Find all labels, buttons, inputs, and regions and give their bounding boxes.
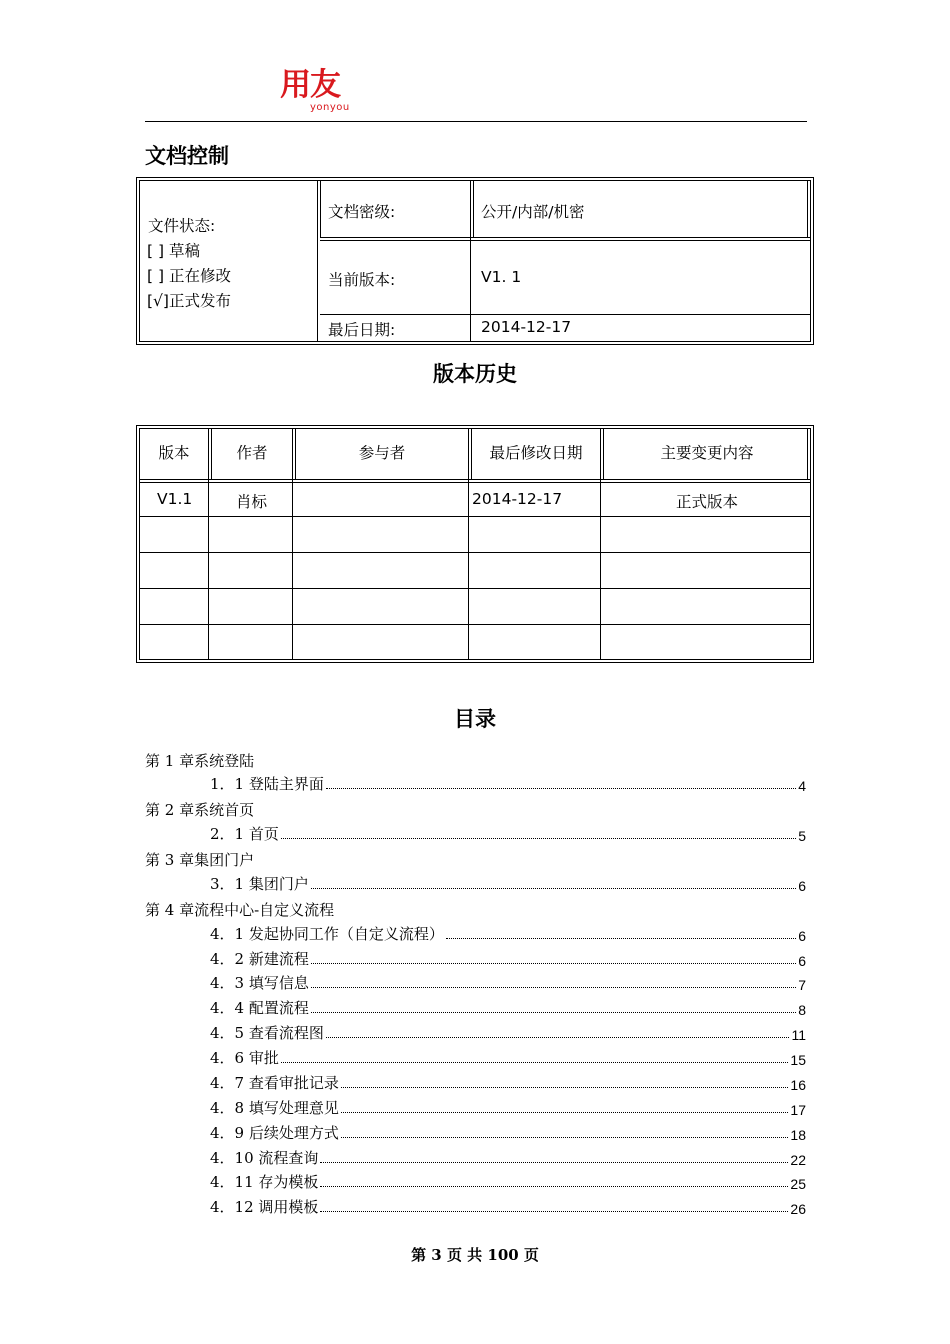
toc-entry[interactable] (210, 1073, 806, 1093)
toc-entry-label: 4．7 查看审批记录 (210, 1074, 339, 1092)
toc-entry[interactable] (210, 1197, 806, 1217)
row1-last-modified: 2014-12-17 (472, 490, 563, 508)
toc-entry-page: 18 (790, 1127, 806, 1143)
header-participants: 参与者 (358, 444, 406, 462)
toc-entry-label: 4．9 后续处理方式 (210, 1124, 339, 1142)
status-option-editing: [ ] 正在修改 (147, 267, 231, 285)
toc-entry[interactable] (210, 1172, 806, 1192)
status-option-draft: [ ] 草稿 (147, 242, 200, 260)
toc-title: 目录 (454, 707, 496, 731)
security-level-label: 文档密级: (328, 203, 396, 221)
toc-entry-page: 25 (790, 1176, 806, 1192)
toc-entry-label: 4．1 发起协同工作（自定义流程） (210, 925, 444, 943)
toc-entry-page: 5 (798, 828, 806, 844)
current-version-label: 当前版本: (328, 271, 396, 289)
toc-entry-label: 4．4 配置流程 (210, 999, 309, 1017)
header-last-modified: 最后修改日期 (489, 444, 583, 462)
ctrl-col-divider (473, 180, 474, 238)
ver-row-divider (139, 552, 811, 553)
toc-leader-dots (311, 1012, 796, 1013)
logo-wordmark: 用友 (280, 67, 340, 103)
toc-entry-page: 22 (790, 1152, 806, 1168)
toc-entry[interactable] (210, 1148, 806, 1168)
toc-entry-page: 8 (798, 1002, 806, 1018)
toc-entry-label: 1．1 登陆主界面 (210, 775, 324, 793)
toc-entry[interactable] (210, 924, 806, 944)
ver-row-divider (139, 479, 811, 480)
status-label: 文件状态: (148, 217, 216, 235)
toc-entry-label: 4．2 新建流程 (210, 950, 309, 968)
header-rule (145, 121, 807, 122)
page-footer: 第 3 页 共 100 页 (411, 1246, 539, 1264)
toc-entry[interactable] (210, 973, 806, 993)
ctrl-col-divider (470, 180, 471, 342)
ctrl-row-divider (320, 314, 811, 315)
toc-entry-page: 6 (798, 953, 806, 969)
toc-leader-dots (341, 1137, 789, 1138)
toc-leader-dots (311, 963, 796, 964)
ctrl-col-divider (317, 180, 318, 342)
toc-entry[interactable] (210, 1123, 806, 1143)
ver-row-divider (139, 588, 811, 589)
toc-entry[interactable] (210, 949, 806, 969)
last-date-value: 2014-12-17 (481, 318, 572, 336)
logo-subtext: yonyou (310, 102, 350, 113)
last-date-label: 最后日期: (328, 321, 396, 339)
ctrl-col-divider (807, 180, 808, 238)
toc-entry[interactable] (210, 1098, 806, 1118)
toc-leader-dots (320, 1211, 788, 1212)
toc-entry-page: 26 (790, 1201, 806, 1217)
toc-chapter[interactable]: 第 3 章集团门户 (145, 851, 255, 869)
ctrl-row-divider (320, 240, 811, 241)
toc-entry-label: 4．8 填写处理意见 (210, 1099, 339, 1117)
toc-leader-dots (341, 1087, 789, 1088)
toc-chapter[interactable]: 第 2 章系统首页 (145, 801, 255, 819)
security-level-value: 公开/内部/机密 (481, 203, 585, 221)
ctrl-row-divider (320, 237, 811, 238)
toc-leader-dots (446, 938, 796, 939)
toc-leader-dots (326, 1037, 790, 1038)
toc-entry[interactable] (210, 998, 806, 1018)
version-history-title: 版本历史 (433, 362, 517, 386)
toc-entry[interactable] (210, 824, 806, 844)
yonyou-logo (280, 68, 370, 120)
toc-entry-page: 11 (791, 1027, 806, 1043)
toc-leader-dots (341, 1112, 789, 1113)
header-author: 作者 (236, 444, 268, 462)
ver-row-divider (139, 516, 811, 517)
toc-entry-page: 6 (798, 878, 806, 894)
toc-entry[interactable] (210, 1048, 806, 1068)
toc-entry-label: 4．5 查看流程图 (210, 1024, 324, 1042)
ctrl-col-divider (320, 180, 321, 238)
toc-entry-label: 4．12 调用模板 (210, 1198, 319, 1216)
toc-entry-page: 6 (798, 928, 806, 944)
ver-row-divider (139, 624, 811, 625)
header-version: 版本 (158, 444, 190, 462)
status-option-published: [√]正式发布 (147, 292, 231, 310)
header-main-changes: 主要变更内容 (660, 444, 754, 462)
ver-row-divider (139, 482, 811, 483)
toc-entry-page: 17 (790, 1102, 806, 1118)
toc-entry-page: 4 (798, 778, 806, 794)
toc-entry[interactable] (210, 774, 806, 794)
row1-author: 肖标 (236, 493, 268, 511)
current-version-value: V1. 1 (481, 268, 522, 286)
toc-chapter[interactable]: 第 1 章系统登陆 (145, 752, 255, 770)
toc-chapter[interactable]: 第 4 章流程中心-自定义流程 (145, 901, 335, 919)
toc-leader-dots (326, 788, 796, 789)
toc-leader-dots (320, 1162, 788, 1163)
toc-leader-dots (281, 838, 796, 839)
row1-main-changes: 正式版本 (675, 493, 738, 511)
toc-entry-label: 4．6 审批 (210, 1049, 279, 1067)
doc-control-table-inner (139, 180, 811, 342)
toc-entry-page: 16 (790, 1077, 806, 1093)
toc-leader-dots (281, 1062, 789, 1063)
toc-leader-dots (311, 888, 796, 889)
toc-leader-dots (311, 987, 796, 988)
toc-entry-label: 4．11 存为模板 (210, 1173, 319, 1191)
toc-entry-label: 4．10 流程查询 (210, 1149, 319, 1167)
toc-leader-dots (320, 1186, 788, 1187)
toc-entry[interactable] (210, 1023, 806, 1043)
toc-entry[interactable] (210, 874, 806, 894)
doc-control-title: 文档控制 (145, 144, 229, 168)
toc-entry-label: 3．1 集团门户 (210, 875, 309, 893)
toc-entry-label: 4．3 填写信息 (210, 974, 309, 992)
toc-entry-page: 7 (798, 977, 806, 993)
toc-entry-page: 15 (790, 1052, 806, 1068)
toc-entry-label: 2．1 首页 (210, 825, 279, 843)
row1-version: V1.1 (157, 490, 193, 508)
